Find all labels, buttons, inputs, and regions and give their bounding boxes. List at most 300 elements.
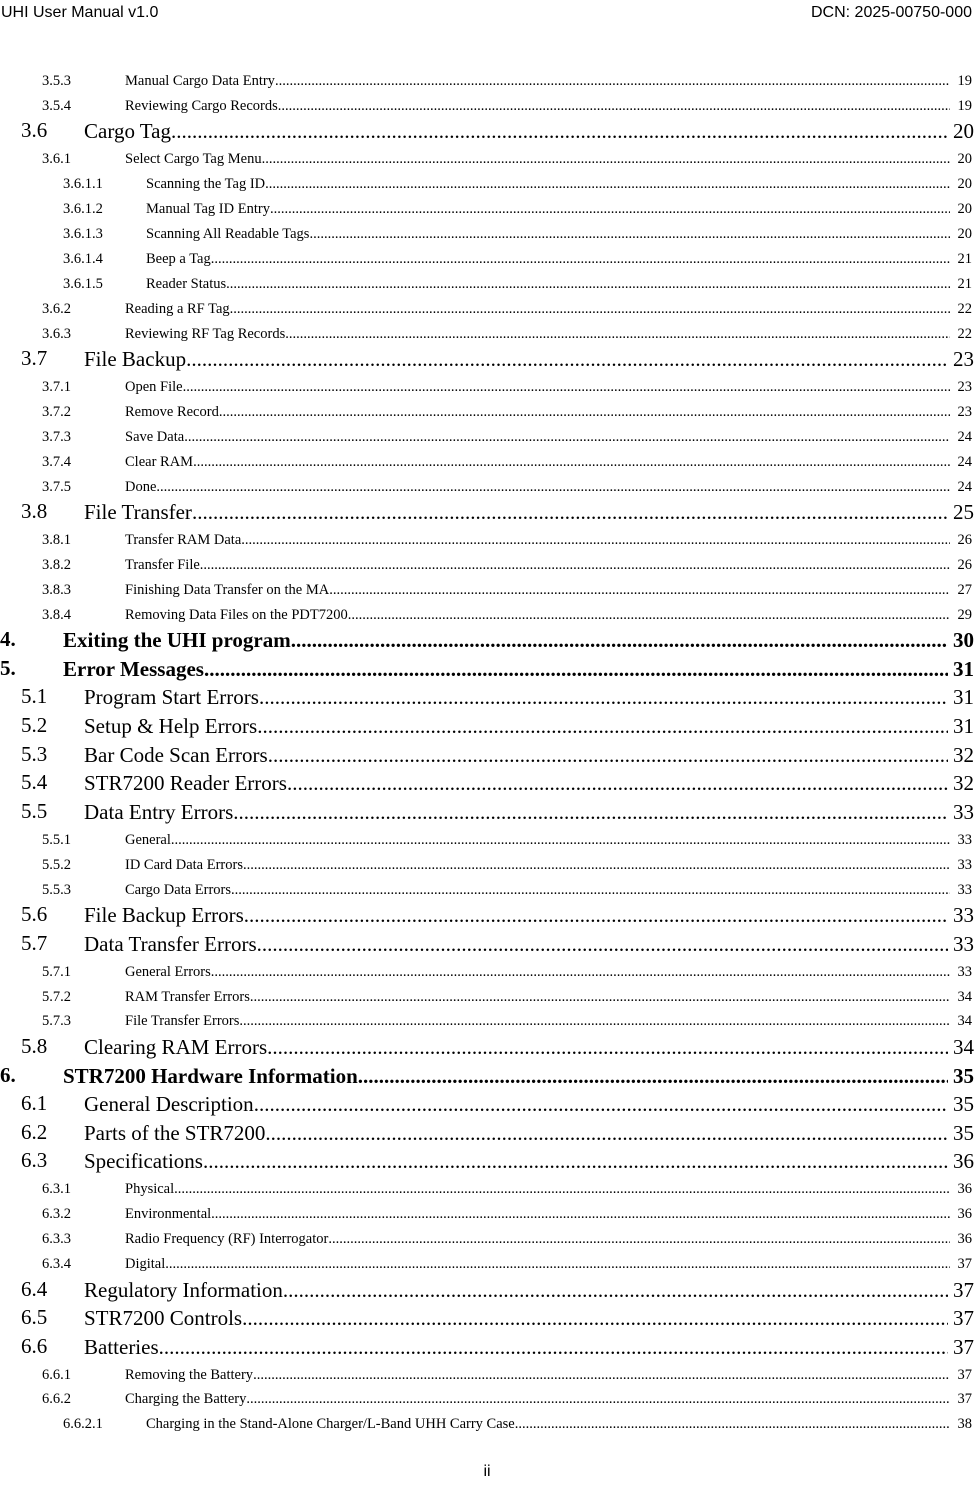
toc-entry-title[interactable]: Reader Status: [146, 275, 227, 292]
toc-entry-number: 3.6.1.4: [63, 250, 103, 267]
toc-entry-page: 24: [957, 478, 972, 495]
toc-entry[interactable]: [0, 903, 974, 932]
toc-entry-number: 3.7: [21, 346, 48, 371]
toc-entry-title[interactable]: Radio Frequency (RF) Interrogator: [125, 1231, 329, 1248]
toc-entry-title-line: [84, 743, 948, 768]
dot-leader: [211, 1206, 950, 1223]
toc-entry-title[interactable]: File Transfer Errors: [125, 1013, 240, 1030]
toc-entry[interactable]: [0, 878, 974, 903]
toc-entry[interactable]: [0, 425, 974, 450]
toc-entry-page: 25: [953, 500, 974, 525]
toc-entry-page: 27: [957, 581, 972, 598]
toc-entry-number: 3.8.1: [42, 532, 71, 549]
dot-leader: [200, 557, 950, 574]
toc-entry-page: 37: [957, 1366, 972, 1383]
toc-entry-page: 20: [953, 119, 974, 144]
toc-entry-page: 34: [957, 988, 972, 1005]
toc-entry-title-line: [84, 119, 948, 144]
dot-leader: [268, 743, 948, 768]
dot-leader: [254, 1092, 948, 1117]
toc-entry-page: 22: [957, 325, 972, 342]
toc-entry-title[interactable]: Reviewing RF Tag Records: [125, 325, 286, 342]
toc-entry[interactable]: [0, 1227, 974, 1252]
toc-entry[interactable]: [0, 1202, 974, 1227]
toc-entry-page: 19: [957, 97, 972, 114]
toc-entry-title[interactable]: Batteries: [84, 1334, 159, 1359]
toc-entry[interactable]: [0, 222, 974, 247]
toc-entry-number: 5.1: [21, 684, 48, 709]
toc-entry-page: 20: [957, 225, 972, 242]
toc-entry-title-line: [125, 98, 950, 115]
toc-entry-number: 3.6.3: [42, 325, 71, 342]
toc-entry[interactable]: [0, 272, 974, 297]
toc-entry-title-line: [125, 989, 950, 1006]
toc-entry-title-line: [125, 1391, 950, 1408]
toc-entry-number: 6.4: [21, 1276, 48, 1301]
toc-entry-page: 33: [957, 856, 972, 873]
dot-leader: [203, 1149, 948, 1174]
toc-entry-page: 36: [957, 1231, 972, 1248]
toc-entry-title-line: [125, 429, 950, 446]
toc-entry-number: 5.4: [21, 770, 48, 795]
toc-entry-number: 3.6.2: [42, 300, 71, 317]
toc-entry-title[interactable]: Charging the Battery: [125, 1391, 247, 1408]
toc-entry[interactable]: [0, 713, 974, 742]
toc-entry-number: 3.8.4: [42, 606, 71, 623]
toc-entry[interactable]: [0, 656, 974, 685]
toc-entry[interactable]: [0, 1277, 974, 1306]
toc-entry[interactable]: [0, 553, 974, 578]
toc-entry-number: 6.6: [21, 1333, 48, 1358]
toc-entry[interactable]: [0, 197, 974, 222]
dot-leader: [233, 800, 948, 825]
toc-entry-title-line: [125, 73, 950, 90]
dot-leader: [231, 882, 950, 899]
dot-leader: [265, 176, 950, 193]
toc-entry-number: 3.5.4: [42, 97, 71, 114]
dot-leader: [186, 347, 948, 372]
toc-entry-page: 21: [957, 275, 972, 292]
toc-entry[interactable]: [0, 375, 974, 400]
dot-leader: [358, 1064, 948, 1089]
toc-entry-number: 5.3: [21, 741, 48, 766]
toc-entry-page: 33: [957, 831, 972, 848]
toc-entry-number: 3.8: [21, 499, 48, 524]
dot-leader: [244, 903, 948, 928]
toc-entry-title[interactable]: Environmental: [125, 1206, 212, 1223]
dot-leader: [267, 1035, 948, 1060]
dot-leader: [211, 251, 950, 268]
dot-leader: [156, 479, 950, 496]
toc-entry-title[interactable]: Charging in the Stand-Alone Charger/L-Band UHH Carry Case: [146, 1416, 515, 1433]
toc-entry-title-line: [125, 326, 950, 343]
toc-entry-title-line: [146, 226, 950, 243]
toc-entry-title[interactable]: Data Transfer Errors: [84, 931, 257, 956]
toc-entry[interactable]: [0, 322, 974, 347]
toc-entry[interactable]: [0, 1092, 974, 1121]
dot-leader: [291, 628, 948, 653]
toc-entry[interactable]: [0, 1388, 974, 1413]
toc-entry-number: 5.8: [21, 1033, 48, 1058]
toc-entry-title[interactable]: RAM Transfer Errors: [125, 988, 250, 1005]
dot-leader: [515, 1416, 950, 1433]
toc-entry-page: 35: [953, 1092, 974, 1117]
toc-entry-number: 5.7: [21, 930, 48, 955]
toc-entry-title-line: [84, 347, 948, 372]
toc-entry[interactable]: [0, 1252, 974, 1277]
dot-leader: [241, 532, 950, 549]
toc-entry-title-line: [84, 1092, 948, 1117]
toc-entry-title[interactable]: Scanning the Tag ID: [146, 176, 266, 193]
toc-entry-title-line: [125, 882, 950, 899]
toc-entry-title[interactable]: Manual Cargo Data Entry: [125, 72, 275, 89]
toc-entry-title[interactable]: Transfer RAM Data: [125, 532, 242, 549]
toc-entry-number: 6.1: [21, 1091, 48, 1116]
toc-entry-title[interactable]: Transfer File: [125, 556, 200, 573]
toc-entry-title-line: [125, 964, 950, 981]
toc-entry-title-line: [125, 532, 950, 549]
toc-entry-page: 36: [953, 1149, 974, 1174]
toc-entry-page: 34: [953, 1034, 974, 1059]
toc-entry[interactable]: [0, 1120, 974, 1149]
toc-entry-page: 31: [953, 685, 974, 710]
toc-entry-title-line: [125, 404, 950, 421]
toc-entry-title[interactable]: Clearing RAM Errors: [84, 1034, 268, 1059]
toc-entry[interactable]: [0, 69, 974, 94]
toc-entry-number: 6.3.1: [42, 1181, 71, 1198]
toc-entry-title-line: [125, 301, 950, 318]
toc-entry-page: 36: [957, 1206, 972, 1223]
toc-entry-page: 24: [957, 453, 972, 470]
toc-entry-number: 3.6.1.5: [63, 275, 103, 292]
toc-entry-number: 3.7.4: [42, 453, 71, 470]
toc-entry-title[interactable]: Reading a RF Tag: [125, 300, 230, 317]
toc-entry-title[interactable]: Cargo Tag: [84, 119, 171, 144]
toc-entry-title[interactable]: General: [125, 831, 171, 848]
toc-entry-page: 32: [953, 771, 974, 796]
toc-entry-title[interactable]: STR7200 Controls: [84, 1306, 243, 1331]
toc-entry-title-line: [63, 1064, 948, 1089]
toc-entry-page: 37: [957, 1255, 972, 1272]
toc-entry-number: 5.7.2: [42, 988, 71, 1005]
toc-entry-page: 35: [953, 1063, 974, 1088]
toc-entry-page: 33: [957, 881, 972, 898]
toc-entry-title-line: [84, 1278, 948, 1303]
toc-entry-page: 20: [957, 176, 972, 193]
toc-entry[interactable]: [0, 685, 974, 714]
toc-entry-title-line: [84, 932, 948, 957]
toc-entry-page: 29: [957, 606, 972, 623]
toc-entry-number: 6.3: [21, 1148, 48, 1173]
toc-entry-number: 5.5.3: [42, 881, 71, 898]
toc-entry[interactable]: [0, 450, 974, 475]
toc-entry-page: 34: [957, 1013, 972, 1030]
toc-entry-number: 3.7.3: [42, 428, 71, 445]
toc-entry-number: 6.3.4: [42, 1255, 71, 1272]
toc-entry-title-line: [125, 1367, 950, 1384]
dot-leader: [193, 454, 950, 471]
toc-entry-number: 5.7.1: [42, 963, 71, 980]
toc-entry-title-line: [84, 685, 948, 710]
toc-entry[interactable]: [0, 1063, 974, 1092]
toc-entry-number: 3.6.1.2: [63, 201, 103, 218]
toc-entry-number: 5.5: [21, 798, 48, 823]
toc-entry-number: 6.6.1: [42, 1366, 71, 1383]
toc-entry-number: 4.: [0, 627, 16, 652]
toc-entry-number: 3.6: [21, 118, 48, 143]
dot-leader: [275, 73, 950, 90]
toc-entry-number: 3.7.5: [42, 478, 71, 495]
toc-entry-title[interactable]: Clear RAM: [125, 453, 194, 470]
toc-entry-page: 20: [957, 151, 972, 168]
toc-entry-title[interactable]: Reviewing Cargo Records: [125, 97, 278, 114]
toc-entry-title-line: [125, 479, 950, 496]
toc-entry-page: 37: [953, 1306, 974, 1331]
toc-entry-number: 6.: [0, 1062, 16, 1087]
toc-entry[interactable]: [0, 475, 974, 500]
toc-entry[interactable]: [0, 528, 974, 553]
dot-leader: [183, 379, 950, 396]
toc-entry[interactable]: [0, 172, 974, 197]
toc-entry-page: 21: [957, 250, 972, 267]
toc-entry-page: 33: [957, 963, 972, 980]
toc-entry[interactable]: [0, 1334, 974, 1363]
document-title: UHI User Manual v1.0: [1, 4, 159, 21]
toc-entry-title-line: [84, 1121, 948, 1146]
toc-entry[interactable]: [0, 742, 974, 771]
toc-entry-title[interactable]: Scanning All Readable Tags: [146, 225, 310, 242]
dot-leader: [285, 326, 950, 343]
toc-entry-number: 5.: [0, 655, 16, 680]
toc-entry-page: 32: [953, 742, 974, 767]
toc-entry[interactable]: [0, 1412, 974, 1437]
toc-entry-title-line: [84, 714, 948, 739]
dot-leader: [211, 964, 950, 981]
toc-entry-page: 31: [953, 656, 974, 681]
toc-entry-title[interactable]: File Backup Errors: [84, 903, 244, 928]
dot-leader: [159, 1335, 948, 1360]
dot-leader: [253, 1367, 950, 1384]
toc-entry-number: 5.6: [21, 902, 48, 927]
toc-entry-page: 22: [957, 300, 972, 317]
toc-entry-page: 37: [953, 1334, 974, 1359]
toc-entry-title[interactable]: Select Cargo Tag Menu: [125, 151, 262, 168]
toc-entry-number: 3.5.3: [42, 72, 71, 89]
toc-entry[interactable]: [0, 628, 974, 657]
toc-entry-title-line: [84, 800, 948, 825]
toc-entry-number: 3.8.3: [42, 581, 71, 598]
toc-entry-number: 3.6.1.1: [63, 176, 103, 193]
toc-entry-page: 23: [953, 347, 974, 372]
toc-entry-title[interactable]: Parts of the STR7200: [84, 1120, 266, 1145]
dot-leader: [192, 500, 948, 525]
toc-entry-title[interactable]: Remove Record: [125, 403, 219, 420]
dot-leader: [242, 1306, 948, 1331]
toc-entry-title-line: [84, 1035, 948, 1060]
toc-entry[interactable]: [0, 1149, 974, 1178]
toc-entry[interactable]: [0, 94, 974, 119]
dot-leader: [283, 1278, 948, 1303]
toc-entry-number: 3.6.1: [42, 151, 71, 168]
dot-leader: [262, 151, 950, 168]
toc-entry[interactable]: [0, 799, 974, 828]
toc-entry[interactable]: [0, 147, 974, 172]
toc-entry-title[interactable]: General Errors: [125, 963, 211, 980]
toc-entry[interactable]: [0, 400, 974, 425]
toc-entry-title[interactable]: File Transfer: [84, 500, 192, 525]
dot-leader: [328, 1231, 950, 1248]
toc-entry-page: 31: [953, 714, 974, 739]
toc-entry[interactable]: [0, 931, 974, 960]
toc-entry-page: 19: [957, 72, 972, 89]
toc-entry-title[interactable]: General Description: [84, 1092, 254, 1117]
toc-entry-title-line: [84, 1335, 948, 1360]
toc-entry-title[interactable]: Beep a Tag: [146, 250, 211, 267]
dot-leader: [230, 301, 950, 318]
dot-leader: [226, 276, 950, 293]
dot-leader: [257, 714, 948, 739]
toc-entry-title-line: [84, 771, 948, 796]
toc-entry-title[interactable]: Open File: [125, 378, 183, 395]
toc-entry-title[interactable]: Program Start Errors: [84, 685, 259, 710]
toc-entry-title-line: [63, 657, 948, 682]
toc-entry-title[interactable]: ID Card Data Errors: [125, 856, 243, 873]
dot-leader: [348, 607, 950, 624]
toc-entry-page: 33: [953, 931, 974, 956]
toc-entry[interactable]: [0, 960, 974, 985]
toc-entry-title-line: [125, 151, 950, 168]
dot-leader: [250, 989, 950, 1006]
dot-leader: [239, 1013, 950, 1030]
toc-entry-title[interactable]: Save Data: [125, 428, 185, 445]
toc-entry-page: 35: [953, 1120, 974, 1145]
toc-entry-number: 5.5.1: [42, 831, 71, 848]
toc-entry-number: 6.6.2.1: [63, 1416, 103, 1433]
toc-entry[interactable]: [0, 771, 974, 800]
toc-entry-page: 33: [953, 799, 974, 824]
toc-entry-number: 6.6.2: [42, 1391, 71, 1408]
dot-leader: [174, 1181, 950, 1198]
toc-entry-number: 6.3.3: [42, 1231, 71, 1248]
toc-entry-title-line: [125, 1206, 950, 1223]
dot-leader: [329, 582, 950, 599]
toc-entry-title[interactable]: STR7200 Reader Errors: [84, 771, 287, 796]
toc-entry-page: 23: [957, 378, 972, 395]
toc-entry[interactable]: [0, 119, 974, 148]
document-control-number: DCN: 2025-00750-000: [811, 4, 972, 21]
toc-entry-number: 6.2: [21, 1119, 48, 1144]
toc-entry-title[interactable]: Setup & Help Errors: [84, 714, 258, 739]
toc-entry-title-line: [125, 379, 950, 396]
dot-leader: [171, 832, 950, 849]
toc-entry-title[interactable]: Regulatory Information: [84, 1277, 283, 1302]
toc-entry-title[interactable]: Bar Code Scan Errors: [84, 742, 268, 767]
toc-entry-title-line: [146, 276, 950, 293]
toc-entry[interactable]: [0, 1306, 974, 1335]
toc-entry[interactable]: [0, 297, 974, 322]
toc-entry-title[interactable]: STR7200 Hardware Information: [63, 1063, 358, 1088]
dot-leader: [219, 404, 950, 421]
toc-entry-title[interactable]: Digital: [125, 1255, 166, 1272]
toc-entry-title[interactable]: Removing Data Files on the PDT7200: [125, 606, 348, 623]
toc-entry-title-line: [125, 582, 950, 599]
toc-entry-title-line: [125, 857, 950, 874]
toc-entry[interactable]: [0, 347, 974, 376]
toc-entry-title[interactable]: Manual Tag ID Entry: [146, 201, 270, 218]
toc-entry-page: 24: [957, 428, 972, 445]
toc-entry-page: 23: [957, 403, 972, 420]
dot-leader: [257, 932, 948, 957]
toc-entry-title[interactable]: Cargo Data Errors: [125, 881, 232, 898]
dot-leader: [287, 771, 948, 796]
toc-entry-title-line: [84, 903, 948, 928]
toc-entry-page: 26: [957, 556, 972, 573]
toc-entry-title-line: [84, 1149, 948, 1174]
toc-entry-number: 5.7.3: [42, 1013, 71, 1030]
toc-entry-page: 20: [957, 201, 972, 218]
toc-entry-page: 37: [953, 1277, 974, 1302]
toc-entry-title-line: [125, 607, 950, 624]
toc-entry[interactable]: [0, 853, 974, 878]
dot-leader: [265, 1121, 948, 1146]
toc-entry[interactable]: [0, 500, 974, 529]
toc-entry-title[interactable]: Finishing Data Transfer on the MA: [125, 581, 330, 598]
toc-entry-title-line: [125, 1013, 950, 1030]
dot-leader: [309, 226, 950, 243]
dot-leader: [204, 657, 948, 682]
toc-entry-title[interactable]: File Backup: [84, 347, 187, 372]
toc-entry-number: 3.7.1: [42, 378, 71, 395]
toc-entry[interactable]: [0, 603, 974, 628]
toc-entry-page: 38: [957, 1416, 972, 1433]
toc-entry-page: 26: [957, 532, 972, 549]
toc-entry-number: 3.6.1.3: [63, 225, 103, 242]
toc-entry-page: 37: [957, 1391, 972, 1408]
toc-entry-title[interactable]: Error Messages: [63, 656, 204, 681]
toc-entry[interactable]: [0, 1034, 974, 1063]
toc-entry-title[interactable]: Done: [125, 478, 157, 495]
toc-entry[interactable]: [0, 985, 974, 1010]
toc-entry-title-line: [125, 454, 950, 471]
toc-entry-title-line: [125, 1181, 950, 1198]
dot-leader: [246, 1391, 950, 1408]
toc-entry-page: 33: [953, 903, 974, 928]
toc-entry[interactable]: [0, 1010, 974, 1035]
toc-entry-number: 6.5: [21, 1305, 48, 1330]
toc-entry-title-line: [146, 201, 950, 218]
toc-entry[interactable]: [0, 1363, 974, 1388]
toc-entry-title-line: [146, 1416, 950, 1433]
toc-entry-title-line: [84, 500, 948, 525]
toc-entry-number: 3.8.2: [42, 556, 71, 573]
toc-entry[interactable]: [0, 578, 974, 603]
toc-entry-title[interactable]: Exiting the UHI program: [63, 628, 291, 653]
toc-entry-title[interactable]: Removing the Battery: [125, 1366, 254, 1383]
toc-entry-title-line: [63, 628, 948, 653]
toc-entry-title[interactable]: Specifications: [84, 1149, 203, 1174]
toc-entry-title[interactable]: Physical: [125, 1181, 175, 1198]
toc-entry[interactable]: [0, 247, 974, 272]
toc-entry[interactable]: [0, 828, 974, 853]
toc-entry-page: 30: [953, 628, 974, 653]
table-of-contents: [0, 69, 974, 1437]
toc-entry-title-line: [125, 557, 950, 574]
dot-leader: [165, 1256, 950, 1273]
toc-entry[interactable]: [0, 1177, 974, 1202]
toc-entry-title-line: [84, 1306, 948, 1331]
toc-entry-title[interactable]: Data Entry Errors: [84, 799, 234, 824]
page-number: ii: [483, 1463, 491, 1480]
